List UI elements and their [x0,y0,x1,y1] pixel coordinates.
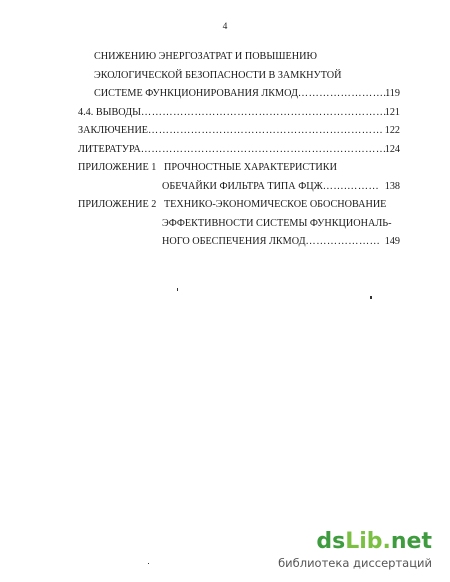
toc-entry-text: ПРИЛОЖЕНИЕ 2 ТЕХНИКО-ЭКОНОМИЧЕСКОЕ ОБОСНОВАНИЕ [78,199,387,210]
toc-entry-text: ЭКОЛОГИЧЕСКОЙ БЕЗОПАСНОСТИ В ЗАМКНУТОЙ [94,69,342,81]
toc-line [78,196,400,215]
toc-line [78,48,400,67]
toc-page-number: 122 [384,125,400,136]
toc-line [78,215,400,234]
toc-entry-text: НОГО ОБЕСПЕЧЕНИЯ ЛКМОД [162,236,306,247]
table-of-contents [78,48,400,252]
toc-leader-dots: ………………………………………………………… [148,125,384,136]
toc-page-number: 149 [384,236,400,247]
toc-entry-text: СИСТЕМЕ ФУНКЦИОНИРОВАНИЯ ЛКМОД [94,88,298,99]
toc-entry-text: 4.4. ВЫВОДЫ [78,106,141,118]
toc-line [78,122,400,141]
toc-line [78,67,400,86]
toc-page-number: 121 [384,106,400,118]
toc-line [78,178,400,197]
watermark-subtitle: библиотека диссертаций [278,556,432,570]
toc-page-number: 138 [384,180,400,192]
scan-speck [370,296,372,299]
toc-leader-dots: …….……… [322,180,380,192]
watermark-logo: dsLib.net [316,529,432,554]
scan-speck [177,288,178,291]
toc-leader-dots: …………………….. [297,88,390,99]
toc-entry-text: ПРИЛОЖЕНИЕ 1 ПРОЧНОСТНЫЕ ХАРАКТЕРИСТИКИ [78,162,337,173]
page-number: 4 [222,22,228,32]
toc-line [78,85,400,104]
toc-line [78,233,400,252]
toc-line [78,104,400,123]
toc-leader-dots: …………………………………………………………… [141,106,387,118]
toc-entry-text: ЗАКЛЮЧЕНИЕ [78,125,149,136]
toc-line [78,159,400,178]
toc-entry-text: СНИЖЕНИЮ ЭНЕРГОЗАТРАТ И ПОВЫШЕНИЮ [94,51,317,62]
toc-leader-dots: …………………………………………………………… [140,143,387,155]
toc-page-number: 119 [385,88,400,99]
toc-line [78,141,400,160]
toc-entry-text: ЭФФЕКТИВНОСТИ СИСТЕМЫ ФУНКЦИОНАЛЬ- [162,217,392,229]
toc-entry-text: ЛИТЕРАТУРА [78,143,141,155]
watermark [278,530,432,570]
toc-leader-dots: ………………… [305,236,381,247]
scan-speck [148,563,149,564]
toc-page-number: 124 [384,143,400,155]
toc-entry-text: ОБЕЧАЙКИ ФИЛЬТРА ТИПА ФЦЖ [162,180,323,192]
